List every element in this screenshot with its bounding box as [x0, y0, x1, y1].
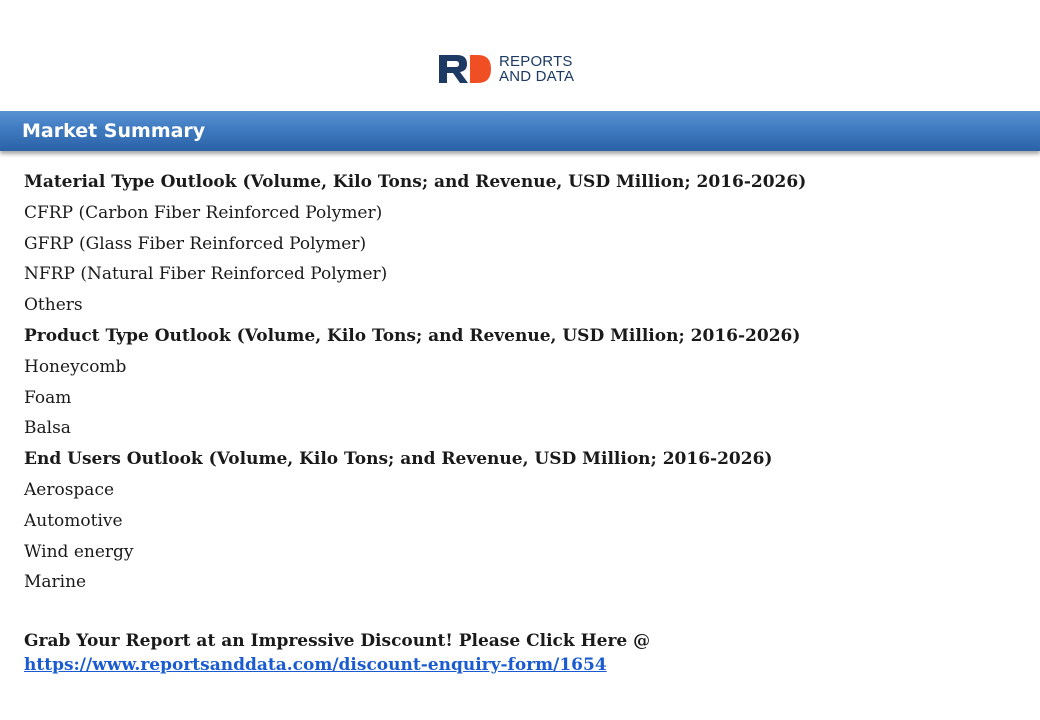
list-item: Others: [24, 295, 83, 316]
reports-and-data-logo: [437, 53, 574, 85]
logo-text-line1: REPORTS: [499, 53, 573, 70]
list-item: Honeycomb: [24, 356, 127, 377]
list-item: Aerospace: [24, 479, 115, 500]
list-item: Marine: [24, 572, 87, 593]
discount-cta: [24, 629, 1024, 677]
list-item: Foam: [24, 387, 72, 408]
logo-text-line2: AND DATA: [499, 68, 575, 85]
list-item: Wind energy: [24, 541, 134, 562]
list-item: GFRP (Glass Fiber Reinforced Polymer): [24, 233, 367, 254]
list-item: Automotive: [24, 510, 123, 531]
market-summary-content: [24, 167, 1024, 598]
banner-title: Market Summary: [22, 120, 206, 142]
section-heading-product-type: Product Type Outlook (Volume, Kilo Tons; and Revenue, USD Million; 2016-2026): [24, 325, 801, 346]
market-summary-banner: [0, 111, 1040, 151]
section-heading-material-type: Material Type Outlook (Volume, Kilo Tons; and Revenue, USD Million; 2016-2026): [24, 172, 807, 192]
list-item: Balsa: [24, 418, 71, 439]
section-heading-end-users: End Users Outlook (Volume, Kilo Tons; and Revenue, USD Million; 2016-2026): [24, 449, 773, 470]
list-item: NFRP (Natural Fiber Reinforced Polymer): [24, 264, 388, 285]
cta-text: Grab Your Report at an Impressive Discount! Please Click Here @: [24, 631, 651, 651]
rd-logo-icon: [437, 53, 493, 85]
discount-enquiry-link[interactable]: https://www.reportsanddata.com/discount-enquiry-form/1654: [24, 655, 607, 675]
list-item: CFRP (Carbon Fiber Reinforced Polymer): [24, 202, 383, 223]
